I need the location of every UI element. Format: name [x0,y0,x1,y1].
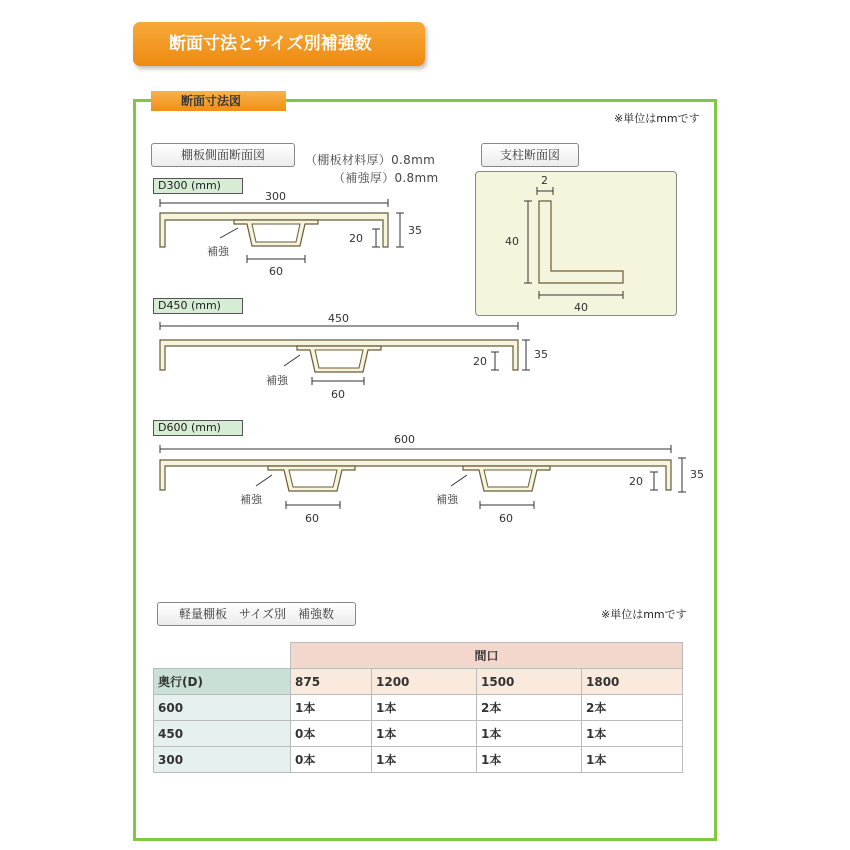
table-cell: 1本 [477,721,582,747]
d450-rib-label: 補強 [266,374,288,387]
d300-rib-width-label: 60 [269,265,283,278]
rib-thickness-spec: （補強厚）0.8mm [333,171,439,185]
d450-inner-depth-label: 20 [473,355,487,368]
column-header: 1200 [372,669,477,695]
reinforcement-count-table [153,642,683,773]
d450-outer-depth-label: 35 [534,348,548,361]
post-thickness-label: 2 [541,174,548,187]
table-cell: 1本 [582,721,683,747]
d600-diagram [150,430,710,530]
shelf-section-label: 棚板側面断面図 [151,143,295,167]
table-cell: 0本 [291,721,372,747]
table-section-label: 軽量棚板 サイズ別 補強数 [157,602,356,626]
d300-rib-label: 補強 [207,245,229,258]
post-width-label: 40 [574,301,588,314]
table-cell: 2本 [582,695,683,721]
row-header: 300 [154,747,291,773]
column-header: 875 [291,669,372,695]
d300-width-label: 300 [265,190,286,203]
d600-outer-depth-label: 35 [690,468,704,481]
d450-tag: D450 (mm) [153,298,243,314]
d300-diagram [150,190,450,285]
d300-inner-depth-label: 20 [349,232,363,245]
post-diagram [475,171,677,316]
table-column-header-row [154,669,683,695]
table-unit-note: ※単位はmmです [601,608,687,621]
table-row [154,721,683,747]
table-cell: 1本 [291,695,372,721]
width-group-header: 間口 [291,643,683,669]
table-cell: 1本 [372,695,477,721]
d600-rib-width-label-2: 60 [499,512,513,525]
table-corner-cell [154,643,291,669]
column-header: 1800 [582,669,683,695]
table-cell: 0本 [291,747,372,773]
table-row [154,695,683,721]
d300-tag: D300 (mm) [153,178,243,194]
table-cell: 2本 [477,695,582,721]
page-title: 断面寸法とサイズ別補強数 [133,22,425,66]
d450-diagram [150,310,570,405]
table-cell: 1本 [372,747,477,773]
d450-rib-width-label: 60 [331,388,345,401]
table-row [154,747,683,773]
table-cell: 1本 [372,721,477,747]
d450-width-label: 450 [328,312,349,325]
material-thickness-spec: （棚板材料厚）0.8mm [305,153,436,167]
d600-rib-width-label-1: 60 [305,512,319,525]
post-section-label: 支柱断面図 [481,143,579,167]
unit-note: ※単位はmmです [614,112,700,125]
d300-outer-depth-label: 35 [408,224,422,237]
d600-tag: D600 (mm) [153,420,243,436]
d600-rib-label-2: 補強 [436,493,458,506]
d600-inner-depth-label: 20 [629,475,643,488]
depth-column-header: 奥行(D) [154,669,291,695]
section-tab: 断面寸法図 [151,91,286,111]
d600-width-label: 600 [394,433,415,446]
row-header: 600 [154,695,291,721]
table-group-header-row [154,643,683,669]
table-cell: 1本 [582,747,683,773]
table-cell: 1本 [477,747,582,773]
row-header: 450 [154,721,291,747]
post-height-label: 40 [505,235,519,248]
column-header: 1500 [477,669,582,695]
d600-rib-label-1: 補強 [240,493,262,506]
